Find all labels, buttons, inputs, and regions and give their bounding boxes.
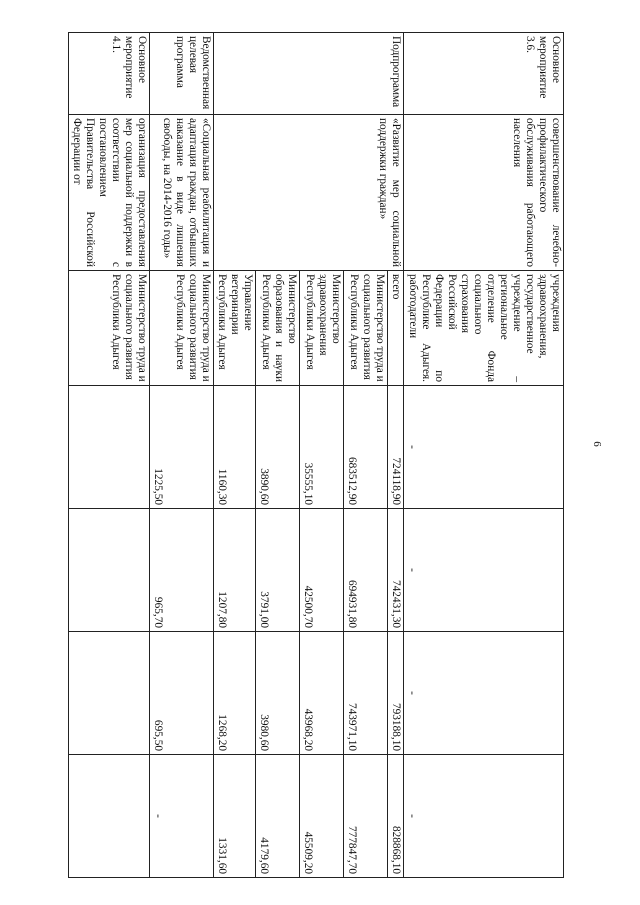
- value-cell: 1207,80: [214, 509, 256, 632]
- executor-cell: Министерство здравоохранения Республики Адыгея: [300, 271, 344, 386]
- row-name: организация предоставления мер социальной поддержки в соответствии с постановлением Правительства Российской Федерации от: [69, 115, 150, 271]
- value-cell: 1331,60: [214, 755, 256, 878]
- executor-cell: всего: [388, 271, 404, 386]
- value-cell: [69, 386, 150, 509]
- table-row: [404, 33, 564, 878]
- value-cell: 742431,30: [388, 509, 404, 632]
- value-cell: -: [404, 386, 564, 509]
- value-cell: 828868,10: [388, 755, 404, 878]
- value-cell: [69, 509, 150, 632]
- value-cell: -: [404, 509, 564, 632]
- value-cell: 3890,60: [256, 386, 300, 509]
- page-number: 6: [590, 441, 603, 447]
- executor-cell: Министерство труда и социального развития Республики Адыгея: [344, 271, 388, 386]
- value-cell: [69, 755, 150, 878]
- executor-cell: Управление ветеринарии Республики Адыгея: [214, 271, 256, 386]
- value-cell: 743971,10: [344, 632, 388, 755]
- row-title: Подпрограмма: [214, 33, 404, 115]
- value-cell: 965,70: [150, 509, 214, 632]
- row-title: Основное мероприятие 4.1.: [69, 33, 150, 115]
- table-row: [69, 33, 150, 878]
- row-title: Ведомственная целевая программа: [150, 33, 214, 115]
- value-cell: 45509,20: [300, 755, 344, 878]
- row-title: Основное мероприятие 3.6.: [404, 33, 564, 115]
- value-cell: 1160,30: [214, 386, 256, 509]
- value-cell: 3980,60: [256, 632, 300, 755]
- value-cell: 683512,90: [344, 386, 388, 509]
- value-cell: 1268,20: [214, 632, 256, 755]
- value-cell: 695,50: [150, 632, 214, 755]
- value-cell: 3791,00: [256, 509, 300, 632]
- rotated-table-frame: [71, 32, 564, 877]
- table-row: [388, 33, 404, 878]
- value-cell: 1225,50: [150, 386, 214, 509]
- value-cell: 42500,70: [300, 509, 344, 632]
- value-cell: 793188,10: [388, 632, 404, 755]
- value-cell: 724118,90: [388, 386, 404, 509]
- value-cell: 694931,80: [344, 509, 388, 632]
- executor-cell: Министерство труда и социального развития Республики Адыгея: [150, 271, 214, 386]
- value-cell: 4179,60: [256, 755, 300, 878]
- table-row: [150, 33, 214, 878]
- executor-cell: Министерство образования и науки Республики Адыгея: [256, 271, 300, 386]
- row-name: совершенствование лечебно-профилактического обслуживания работающего населения: [404, 115, 564, 271]
- value-cell: 35555,10: [300, 386, 344, 509]
- program-table-container: [71, 32, 564, 877]
- value-cell: [69, 632, 150, 755]
- executor-cell: Министерство труда и социального развития Республики Адыгея: [69, 271, 150, 386]
- row-name: «Социальная реабилитация и адаптация граждан, отбывших наказание в виде лишения свободы, на 2014-2016 годы»: [150, 115, 214, 271]
- value-cell: -: [150, 755, 214, 878]
- value-cell: 43968,20: [300, 632, 344, 755]
- executor-cell: учреждения здравоохранения, государственное учреждение – региональное отделение Фонда социального страхования Российской Федерации по Республике Адыгея. работодатели: [404, 271, 564, 386]
- row-name: «Развитие мер социальной поддержки граждан»: [214, 115, 404, 271]
- value-cell: -: [404, 632, 564, 755]
- program-table: [68, 32, 564, 878]
- value-cell: 777847,70: [344, 755, 388, 878]
- value-cell: -: [404, 755, 564, 878]
